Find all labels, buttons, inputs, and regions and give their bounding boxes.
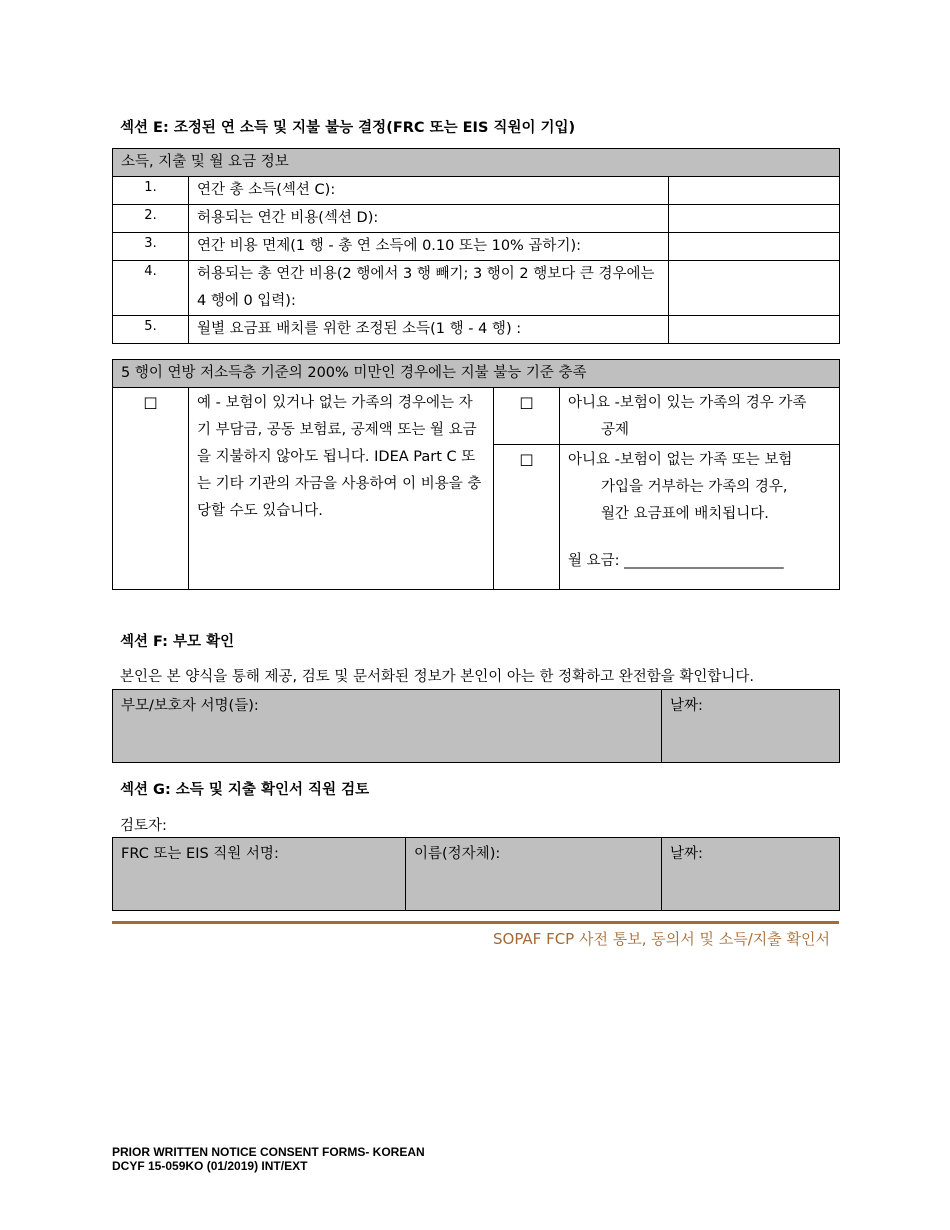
parent-signature-label: 부모/보호자 서명(들): [121,698,259,714]
no-uninsured-line: 가입을 거부하는 가족의 경우, [601,479,788,495]
footer-form-title: SOPAF FCP 사전 통보, 동의서 및 소득/지출 확인서 [493,930,830,948]
row-number: 5. [113,316,189,344]
parent-signature-table [112,689,840,763]
table-row [113,205,840,233]
form-name-line: PRIOR WRITTEN NOTICE CONSENT FORMS- KOREAN [112,1145,425,1159]
staff-review-table [112,837,840,911]
yes-option-text: 예 - 보험이 있거나 없는 가족의 경우에는 자기 부담금, 공동 보험료, 공제액 또는 월 요금을 지불하지 않아도 됩니다. IDEA Part C 또는 기타 기관의 자금을 사용하여 이 비용을 충당할 수도 있습니다. [189,388,494,590]
row-label: 연간 비용 면제(1 행 - 총 연 소득에 0.10 또는 10% 곱하기): [189,233,669,261]
table-row [113,316,840,344]
no-insured-line: 아니요 -보험이 있는 가족의 경우 가족 [568,395,807,411]
no-insured-option-text [560,388,840,445]
no-insured-line: 공제 [601,422,630,438]
parent-signature-field[interactable] [113,690,662,763]
allowable-expenses-field[interactable] [669,205,840,233]
staff-name-field[interactable] [406,838,662,911]
expense-exemption-field[interactable] [669,233,840,261]
row-label: 월별 요금표 배치를 위한 조정된 소득(1 행 - 4 행) : [189,316,669,344]
row-number: 1. [113,177,189,205]
no-uninsured-option-text [560,445,840,590]
staff-signature-label: FRC 또는 EIS 직원 서명: [121,846,279,862]
section-g-heading: 섹션 G: 소득 및 지출 확인서 직원 검토 [120,782,370,798]
staff-signature-field[interactable] [113,838,406,911]
no-uninsured-line: 월간 요금표에 배치됩니다. [601,506,769,522]
table-row [113,177,840,205]
adjusted-income-field[interactable] [669,316,840,344]
table-row [113,233,840,261]
form-number-line: DCYF 15-059KO (01/2019) INT/EXT [112,1159,308,1173]
staff-name-label: 이름(정자체): [414,846,501,862]
no-uninsured-checkbox[interactable]: ☐ [494,445,560,590]
no-insured-checkbox[interactable]: ☐ [494,388,560,445]
reviewer-label: 검토자: [120,818,167,834]
row-number: 4. [113,261,189,316]
parent-date-field[interactable] [662,690,840,763]
row-label: 연간 총 소득(섹션 C): [189,177,669,205]
income-table-header: 소득, 지출 및 월 요금 정보 [113,149,840,177]
no-uninsured-line: 아니요 -보험이 없는 가족 또는 보험 [568,452,793,468]
yes-checkbox[interactable]: ☐ [113,388,189,590]
row-number: 2. [113,205,189,233]
row-label: 허용되는 총 연간 비용(2 행에서 3 행 빼기; 3 행이 2 행보다 큰 경우에는 4 행에 0 입력): [189,261,669,316]
annual-gross-income-field[interactable] [669,177,840,205]
monthly-fee-field[interactable]: 월 요금: ______________________ [568,553,784,569]
footer-divider [112,921,839,924]
table-row [113,261,840,316]
staff-date-field[interactable] [662,838,840,911]
row-number: 3. [113,233,189,261]
total-allowable-expenses-field[interactable] [669,261,840,316]
parent-confirmation-statement: 본인은 본 양식을 통해 제공, 검토 및 문서화된 정보가 본인이 아는 한 정확하고 완전함을 확인합니다. [120,669,755,685]
section-f-heading: 섹션 F: 부모 확인 [120,634,235,650]
income-expense-table [112,148,840,344]
inability-to-pay-table [112,359,840,590]
row-label: 허용되는 연간 비용(섹션 D): [189,205,669,233]
inability-header: 5 행이 연방 저소득층 기준의 200% 미만인 경우에는 지불 불능 기준 충족 [113,360,840,388]
parent-date-label: 날짜: [670,698,703,714]
section-e-heading: 섹션 E: 조정된 연 소득 및 지불 불능 결정(FRC 또는 EIS 직원이 기입) [120,120,576,136]
staff-date-label: 날짜: [670,846,703,862]
